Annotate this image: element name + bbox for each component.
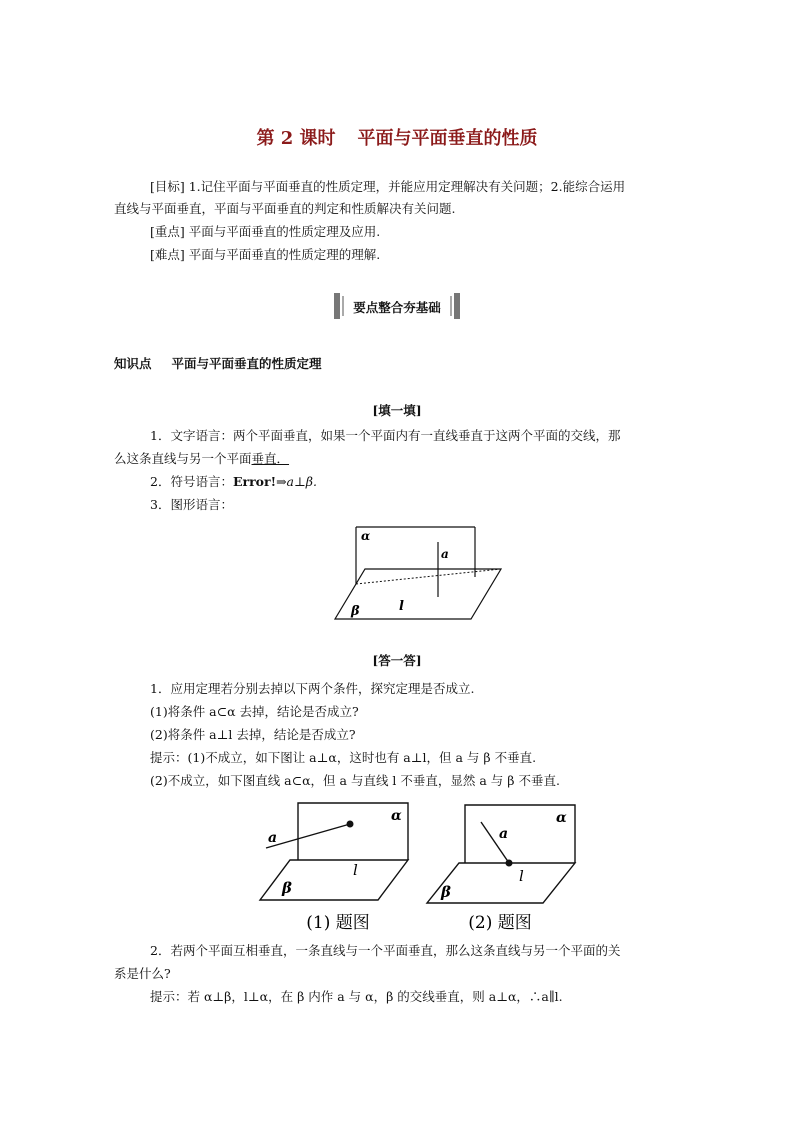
banner-text: 要点整合夯基础: [353, 300, 441, 315]
fig1-alpha-label: α: [361, 529, 371, 543]
key-point: [重点] 平面与平面垂直的性质定理及应用.: [150, 224, 381, 239]
figure-case-1: [258, 800, 418, 935]
fig2-caption: (1) 题图: [306, 913, 370, 933]
fig3-beta-label: β: [441, 883, 451, 901]
knowledge-title: 平面与平面垂直的性质定理: [171, 356, 322, 371]
question-1: 1．应用定理若分别去掉以下两个条件，探究定理是否成立.: [150, 681, 475, 696]
fig3-l-label: l: [519, 867, 524, 885]
error-placeholder: Error!: [232, 474, 277, 489]
lesson-title: 平面与平面垂直的性质: [357, 128, 538, 149]
difficult-point: [难点] 平面与平面垂直的性质定理的理解.: [150, 247, 381, 262]
goals-line1: [目标] 1.记住平面与平面垂直的性质定理，并能应用定理解决有关问题；2.能综合运用: [150, 179, 626, 194]
fig2-l-label: l: [353, 861, 358, 879]
answer-heading: [答一答]: [372, 653, 422, 668]
knowledge-heading: [114, 354, 322, 372]
fig2-alpha-label: α: [391, 808, 402, 824]
question-2-line1: 2．若两个平面互相垂直，一条直线与一个平面垂直，那么这条直线与另一个平面的关: [150, 943, 621, 958]
fig3-a-label: a: [499, 826, 509, 842]
fill-item3: 3．图形语言：: [150, 497, 233, 512]
figure-case-2: [425, 800, 585, 935]
fig2-beta-label: β: [282, 879, 292, 897]
goals-line2: 直线与平面垂直，平面与平面垂直的判定和性质解决有关问题.: [114, 201, 456, 216]
figure-plane-perpendicular: [330, 522, 502, 622]
fig1-l-label: l: [399, 599, 404, 614]
lesson-number: 第 2 课时: [256, 128, 336, 149]
fill-item2: 2．符号语言：Error!⇒a⊥β.: [150, 474, 317, 489]
fig1-a-label: a: [441, 547, 449, 561]
fill-item1-line1: 1．文字语言：两个平面垂直，如果一个平面内有一直线垂直于这两个平面的交线，那: [150, 428, 621, 443]
question-1a: (1)将条件 a⊂α 去掉，结论是否成立?: [150, 704, 359, 719]
fig2-a-label: a: [268, 830, 278, 846]
knowledge-label: 知识点: [114, 356, 152, 371]
fill-answer: 垂直．: [251, 451, 290, 466]
fig3-alpha-label: α: [556, 810, 567, 826]
fig3-caption: (2) 题图: [468, 913, 532, 933]
fill-heading: [填一填]: [372, 403, 422, 418]
fig1-beta-label: β: [351, 604, 360, 619]
fill-item1-line2: 么这条直线与另一个平面垂直．: [114, 451, 290, 466]
question-1b: (2)将条件 a⊥l 去掉，结论是否成立?: [150, 727, 356, 742]
page-title: [0, 124, 794, 150]
section-banner: [334, 293, 460, 319]
hint-1: 提示：(1)不成立，如下图让 a⊥α，这时也有 a⊥l，但 a 与 β 不垂直.: [150, 750, 537, 765]
hint-2: (2)不成立，如下图直线 a⊂α，但 a 与直线 l 不垂直，显然 a 与 β 不垂直.: [150, 773, 560, 788]
hint-3: 提示：若 α⊥β，l⊥α，在 β 内作 a 与 α，β 的交线垂直，则 a⊥α，∴a∥l.: [150, 989, 563, 1004]
question-2-line2: 系是什么?: [114, 966, 171, 981]
